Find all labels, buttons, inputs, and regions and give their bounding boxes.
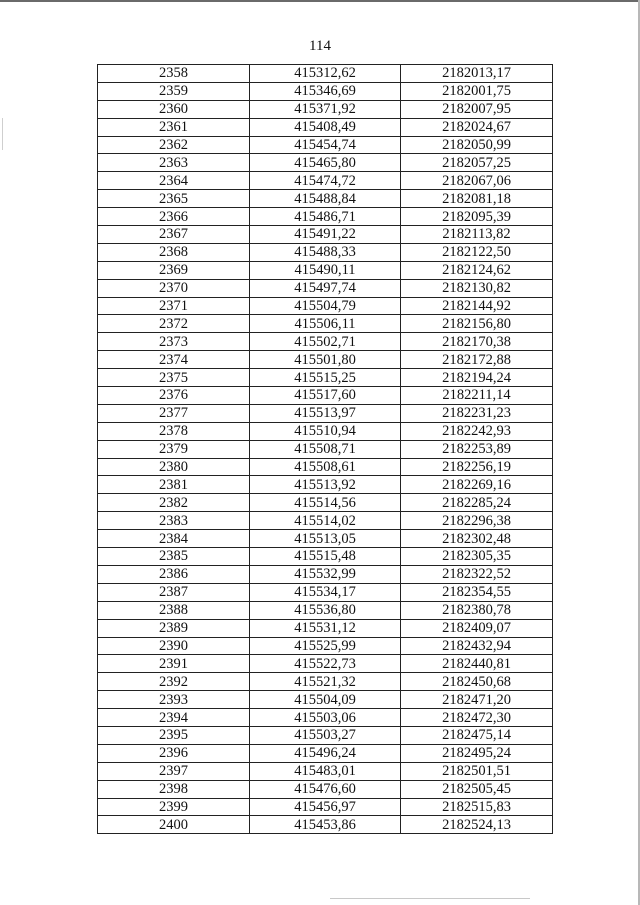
x-coordinate-cell: 415474,72 bbox=[250, 172, 401, 190]
y-coordinate-cell: 2182296,38 bbox=[401, 512, 553, 530]
y-coordinate-cell: 2182081,18 bbox=[401, 190, 553, 208]
table-row bbox=[98, 655, 553, 673]
x-coordinate-cell: 415503,06 bbox=[250, 709, 401, 727]
y-coordinate-cell: 2182501,51 bbox=[401, 762, 553, 780]
x-coordinate-cell: 415521,32 bbox=[250, 673, 401, 691]
x-coordinate-cell: 415506,11 bbox=[250, 315, 401, 333]
table-row bbox=[98, 82, 553, 100]
y-coordinate-cell: 2182305,35 bbox=[401, 548, 553, 566]
x-coordinate-cell: 415408,49 bbox=[250, 118, 401, 136]
y-coordinate-cell: 2182432,94 bbox=[401, 637, 553, 655]
x-coordinate-cell: 415312,62 bbox=[250, 65, 401, 83]
point-number-cell: 2379 bbox=[98, 440, 250, 458]
table-row bbox=[98, 118, 553, 136]
table-row bbox=[98, 565, 553, 583]
y-coordinate-cell: 2182440,81 bbox=[401, 655, 553, 673]
x-coordinate-cell: 415515,25 bbox=[250, 369, 401, 387]
x-coordinate-cell: 415510,94 bbox=[250, 422, 401, 440]
y-coordinate-cell: 2182515,83 bbox=[401, 798, 553, 816]
table-row bbox=[98, 726, 553, 744]
point-number-cell: 2381 bbox=[98, 476, 250, 494]
point-number-cell: 2386 bbox=[98, 565, 250, 583]
x-coordinate-cell: 415454,74 bbox=[250, 136, 401, 154]
table-row bbox=[98, 172, 553, 190]
y-coordinate-cell: 2182122,50 bbox=[401, 243, 553, 261]
point-number-cell: 2396 bbox=[98, 744, 250, 762]
table-row bbox=[98, 369, 553, 387]
x-coordinate-cell: 415346,69 bbox=[250, 82, 401, 100]
y-coordinate-cell: 2182067,06 bbox=[401, 172, 553, 190]
point-number-cell: 2398 bbox=[98, 780, 250, 798]
point-number-cell: 2366 bbox=[98, 208, 250, 226]
x-coordinate-cell: 415456,97 bbox=[250, 798, 401, 816]
y-coordinate-cell: 2182322,52 bbox=[401, 565, 553, 583]
x-coordinate-cell: 415483,01 bbox=[250, 762, 401, 780]
y-coordinate-cell: 2182302,48 bbox=[401, 530, 553, 548]
x-coordinate-cell: 415517,60 bbox=[250, 387, 401, 405]
table-row bbox=[98, 476, 553, 494]
y-coordinate-cell: 2182001,75 bbox=[401, 82, 553, 100]
table-row bbox=[98, 440, 553, 458]
x-coordinate-cell: 415476,60 bbox=[250, 780, 401, 798]
y-coordinate-cell: 2182495,24 bbox=[401, 744, 553, 762]
point-number-cell: 2395 bbox=[98, 726, 250, 744]
x-coordinate-cell: 415488,33 bbox=[250, 243, 401, 261]
x-coordinate-cell: 415501,80 bbox=[250, 351, 401, 369]
x-coordinate-cell: 415488,84 bbox=[250, 190, 401, 208]
x-coordinate-cell: 415536,80 bbox=[250, 601, 401, 619]
y-coordinate-cell: 2182095,39 bbox=[401, 208, 553, 226]
x-coordinate-cell: 415504,79 bbox=[250, 297, 401, 315]
table-row bbox=[98, 530, 553, 548]
x-coordinate-cell: 415508,71 bbox=[250, 440, 401, 458]
x-coordinate-cell: 415465,80 bbox=[250, 154, 401, 172]
y-coordinate-cell: 2182285,24 bbox=[401, 494, 553, 512]
table-row bbox=[98, 583, 553, 601]
x-coordinate-cell: 415502,71 bbox=[250, 333, 401, 351]
point-number-cell: 2397 bbox=[98, 762, 250, 780]
point-number-cell: 2380 bbox=[98, 458, 250, 476]
table-row bbox=[98, 494, 553, 512]
table-row bbox=[98, 512, 553, 530]
table-row bbox=[98, 601, 553, 619]
table-row bbox=[98, 709, 553, 727]
y-coordinate-cell: 2182475,14 bbox=[401, 726, 553, 744]
table-row bbox=[98, 208, 553, 226]
y-coordinate-cell: 2182505,45 bbox=[401, 780, 553, 798]
x-coordinate-cell: 415508,61 bbox=[250, 458, 401, 476]
table-row bbox=[98, 619, 553, 637]
scan-edge-bottom bbox=[330, 898, 530, 899]
point-number-cell: 2367 bbox=[98, 226, 250, 244]
table-row bbox=[98, 673, 553, 691]
coordinates-table-body bbox=[98, 65, 553, 834]
x-coordinate-cell: 415490,11 bbox=[250, 261, 401, 279]
y-coordinate-cell: 2182472,30 bbox=[401, 709, 553, 727]
table-row bbox=[98, 315, 553, 333]
table-row bbox=[98, 387, 553, 405]
y-coordinate-cell: 2182007,95 bbox=[401, 100, 553, 118]
y-coordinate-cell: 2182256,19 bbox=[401, 458, 553, 476]
table-row bbox=[98, 279, 553, 297]
x-coordinate-cell: 415513,92 bbox=[250, 476, 401, 494]
x-coordinate-cell: 415497,74 bbox=[250, 279, 401, 297]
scan-mark-left bbox=[2, 118, 3, 150]
table-row bbox=[98, 780, 553, 798]
point-number-cell: 2360 bbox=[98, 100, 250, 118]
y-coordinate-cell: 2182013,17 bbox=[401, 65, 553, 83]
point-number-cell: 2371 bbox=[98, 297, 250, 315]
y-coordinate-cell: 2182242,93 bbox=[401, 422, 553, 440]
point-number-cell: 2399 bbox=[98, 798, 250, 816]
y-coordinate-cell: 2182354,55 bbox=[401, 583, 553, 601]
table-row bbox=[98, 136, 553, 154]
x-coordinate-cell: 415503,27 bbox=[250, 726, 401, 744]
table-row bbox=[98, 261, 553, 279]
point-number-cell: 2362 bbox=[98, 136, 250, 154]
x-coordinate-cell: 415514,02 bbox=[250, 512, 401, 530]
x-coordinate-cell: 415515,48 bbox=[250, 548, 401, 566]
point-number-cell: 2388 bbox=[98, 601, 250, 619]
point-number-cell: 2373 bbox=[98, 333, 250, 351]
x-coordinate-cell: 415522,73 bbox=[250, 655, 401, 673]
x-coordinate-cell: 415531,12 bbox=[250, 619, 401, 637]
table-row bbox=[98, 297, 553, 315]
table-row bbox=[98, 798, 553, 816]
point-number-cell: 2391 bbox=[98, 655, 250, 673]
point-number-cell: 2378 bbox=[98, 422, 250, 440]
point-number-cell: 2390 bbox=[98, 637, 250, 655]
point-number-cell: 2370 bbox=[98, 279, 250, 297]
point-number-cell: 2363 bbox=[98, 154, 250, 172]
y-coordinate-cell: 2182471,20 bbox=[401, 691, 553, 709]
table-row bbox=[98, 226, 553, 244]
x-coordinate-cell: 415453,86 bbox=[250, 816, 401, 834]
point-number-cell: 2375 bbox=[98, 369, 250, 387]
y-coordinate-cell: 2182194,24 bbox=[401, 369, 553, 387]
table-row bbox=[98, 744, 553, 762]
scan-edge-top bbox=[0, 0, 640, 2]
table-row bbox=[98, 100, 553, 118]
y-coordinate-cell: 2182450,68 bbox=[401, 673, 553, 691]
x-coordinate-cell: 415491,22 bbox=[250, 226, 401, 244]
table-row bbox=[98, 691, 553, 709]
x-coordinate-cell: 415513,97 bbox=[250, 404, 401, 422]
table-row bbox=[98, 404, 553, 422]
y-coordinate-cell: 2182113,82 bbox=[401, 226, 553, 244]
page-number: 114 bbox=[309, 38, 331, 54]
table-row bbox=[98, 637, 553, 655]
y-coordinate-cell: 2182380,78 bbox=[401, 601, 553, 619]
point-number-cell: 2394 bbox=[98, 709, 250, 727]
y-coordinate-cell: 2182124,62 bbox=[401, 261, 553, 279]
table-row bbox=[98, 548, 553, 566]
point-number-cell: 2387 bbox=[98, 583, 250, 601]
y-coordinate-cell: 2182253,89 bbox=[401, 440, 553, 458]
point-number-cell: 2383 bbox=[98, 512, 250, 530]
table-row bbox=[98, 154, 553, 172]
y-coordinate-cell: 2182024,67 bbox=[401, 118, 553, 136]
table-row bbox=[98, 333, 553, 351]
x-coordinate-cell: 415486,71 bbox=[250, 208, 401, 226]
x-coordinate-cell: 415371,92 bbox=[250, 100, 401, 118]
point-number-cell: 2392 bbox=[98, 673, 250, 691]
point-number-cell: 2377 bbox=[98, 404, 250, 422]
table-row bbox=[98, 243, 553, 261]
y-coordinate-cell: 2182057,25 bbox=[401, 154, 553, 172]
y-coordinate-cell: 2182144,92 bbox=[401, 297, 553, 315]
point-number-cell: 2359 bbox=[98, 82, 250, 100]
x-coordinate-cell: 415525,99 bbox=[250, 637, 401, 655]
y-coordinate-cell: 2182211,14 bbox=[401, 387, 553, 405]
y-coordinate-cell: 2182172,88 bbox=[401, 351, 553, 369]
y-coordinate-cell: 2182269,16 bbox=[401, 476, 553, 494]
table-row bbox=[98, 422, 553, 440]
table-row bbox=[98, 458, 553, 476]
point-number-cell: 2369 bbox=[98, 261, 250, 279]
point-number-cell: 2382 bbox=[98, 494, 250, 512]
y-coordinate-cell: 2182130,82 bbox=[401, 279, 553, 297]
point-number-cell: 2361 bbox=[98, 118, 250, 136]
x-coordinate-cell: 415514,56 bbox=[250, 494, 401, 512]
point-number-cell: 2364 bbox=[98, 172, 250, 190]
point-number-cell: 2368 bbox=[98, 243, 250, 261]
table-row bbox=[98, 816, 553, 834]
x-coordinate-cell: 415504,09 bbox=[250, 691, 401, 709]
table-row bbox=[98, 351, 553, 369]
table-row bbox=[98, 65, 553, 83]
point-number-cell: 2389 bbox=[98, 619, 250, 637]
point-number-cell: 2400 bbox=[98, 816, 250, 834]
table-row bbox=[98, 190, 553, 208]
point-number-cell: 2376 bbox=[98, 387, 250, 405]
x-coordinate-cell: 415532,99 bbox=[250, 565, 401, 583]
point-number-cell: 2374 bbox=[98, 351, 250, 369]
point-number-cell: 2384 bbox=[98, 530, 250, 548]
y-coordinate-cell: 2182524,13 bbox=[401, 816, 553, 834]
coordinates-table bbox=[97, 64, 553, 834]
table-row bbox=[98, 762, 553, 780]
point-number-cell: 2393 bbox=[98, 691, 250, 709]
point-number-cell: 2365 bbox=[98, 190, 250, 208]
y-coordinate-cell: 2182156,80 bbox=[401, 315, 553, 333]
point-number-cell: 2372 bbox=[98, 315, 250, 333]
y-coordinate-cell: 2182050,99 bbox=[401, 136, 553, 154]
point-number-cell: 2385 bbox=[98, 548, 250, 566]
x-coordinate-cell: 415513,05 bbox=[250, 530, 401, 548]
x-coordinate-cell: 415496,24 bbox=[250, 744, 401, 762]
x-coordinate-cell: 415534,17 bbox=[250, 583, 401, 601]
y-coordinate-cell: 2182409,07 bbox=[401, 619, 553, 637]
y-coordinate-cell: 2182231,23 bbox=[401, 404, 553, 422]
y-coordinate-cell: 2182170,38 bbox=[401, 333, 553, 351]
point-number-cell: 2358 bbox=[98, 65, 250, 83]
